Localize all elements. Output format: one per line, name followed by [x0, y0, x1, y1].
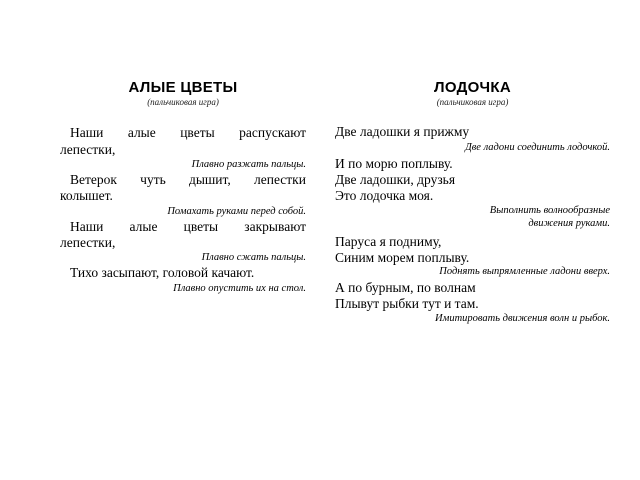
right-verse-line-8: Плывут рыбки тут и там. [335, 296, 479, 311]
verse-word: распускают [239, 125, 306, 140]
verse-word: цветы [180, 125, 215, 140]
left-instruction-3: Плавно сжать пальцы. [201, 252, 306, 263]
verse-word: Наши [70, 219, 104, 234]
verse-word: цветы [183, 219, 219, 234]
right-verse-line-3: Две ладошки, друзья [335, 172, 456, 187]
right-verse-line-5: Паруса я подниму, [335, 234, 442, 249]
verse-word: Ветерок [70, 172, 117, 187]
left-instruction-2: Помахать руками перед собой. [167, 206, 306, 217]
left-verse-line-1 [60, 125, 306, 140]
right-instruction-3: Поднять выпрямленные ладони вверх. [439, 266, 610, 277]
right-verse-line-6: Синим морем поплыву. [335, 250, 470, 265]
right-instruction-1: Две ладони соединить лодочкой. [465, 142, 610, 153]
right-verse-line-7: А по бурным, по волнам [335, 280, 476, 295]
left-instruction-1: Плавно разжать пальцы. [191, 159, 306, 170]
left-instruction-4: Плавно опустить их на стол. [173, 283, 306, 294]
verse-word: чуть [140, 172, 166, 187]
left-verse-line-4: Тихо засыпают, головой качают. [70, 265, 255, 280]
verse-word: закрывают [244, 219, 306, 234]
left-verse-line-3-cont: лепестки, [60, 235, 116, 250]
right-instruction-4: Имитировать движения волн и рыбок. [435, 313, 610, 324]
right-instruction-2-line-1: Выполнить волнообразные [489, 205, 610, 216]
right-verse-line-2: И по морю поплыву. [335, 156, 453, 171]
verse-word: алые [127, 125, 156, 140]
left-verse-line-1-cont: лепестки, [60, 142, 116, 157]
right-verse-line-1: Две ладошки я прижму [335, 124, 470, 139]
left-verse-line-3 [60, 219, 306, 234]
left-verse-line-2-cont: колышет. [60, 188, 113, 203]
verse-word: дышит, [188, 172, 231, 187]
left-game-subtitle: (пальчиковая игра) [147, 97, 219, 107]
verse-word: алые [129, 219, 158, 234]
right-game-title: ЛОДОЧКА [434, 79, 511, 96]
left-game-title: АЛЫЕ ЦВЕТЫ [128, 79, 238, 96]
left-verse-line-2 [60, 172, 306, 187]
right-game-subtitle: (пальчиковая игра) [436, 97, 509, 107]
right-verse-line-4: Это лодочка моя. [335, 188, 434, 203]
right-instruction-2-line-2: движения руками. [528, 218, 610, 229]
verse-word: лепестки [254, 172, 306, 187]
verse-word: Наши [70, 125, 104, 140]
